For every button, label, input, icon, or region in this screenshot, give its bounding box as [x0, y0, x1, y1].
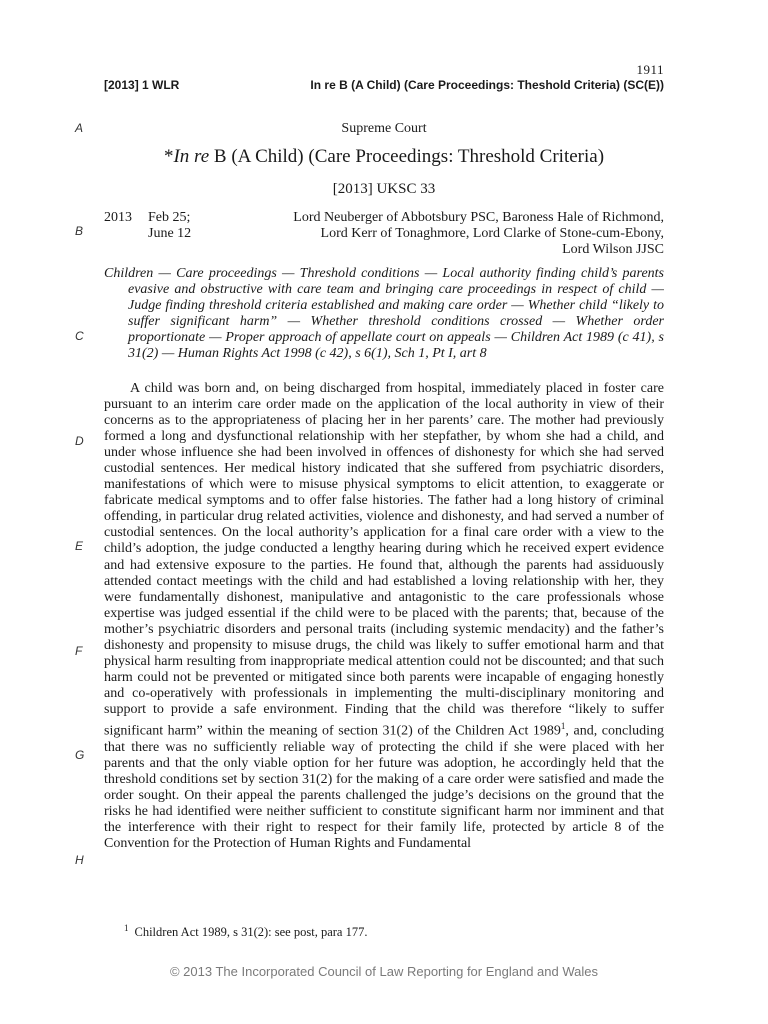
footnote-reference[interactable]: 1 — [560, 720, 566, 731]
footnote-text: Children Act 1989, s 31(2): see post, para 177. — [134, 925, 368, 940]
judges — [224, 210, 664, 258]
copyright-notice: © 2013 The Incorporated Council of Law Reporting for England and Wales — [169, 964, 598, 979]
margin-letter-b: B — [75, 224, 84, 238]
judges-line-2: Lord Kerr of Tonaghmore, Lord Clarke of Stone-cum-Ebony, — [320, 226, 664, 241]
footnote-marker: 1 — [124, 923, 129, 933]
margin-letter-a: A — [75, 121, 84, 135]
hearing-dates — [104, 210, 191, 242]
title-asterisk: * — [163, 146, 174, 167]
margin-letter-d: D — [75, 434, 84, 448]
headnote-part-2: , and, concluding that there was no sufficiently reliable way of protecting the child if she were placed with her parents and that the only viable option for her future was adoption, he accordingly held that the threshold conditions set by section 31(2) for the making of a care order were satisfied and made the order sought. On their appeal the parents challenged the judge’s decisions on the ground that the risks he had identified were neither sufficient to constitute significant harm nor imminent and that the interference with their right to respect for their family life, protected by article 8 of the Convention for the Protection of Human Rights and Fundamental — [104, 723, 664, 851]
running-head-case: In re B (A Child) (Care Proceedings: Theshold Criteria) (SC(E)) — [310, 78, 664, 92]
hearing-date-1: Feb 25; — [148, 210, 191, 225]
running-head — [104, 78, 664, 96]
margin-letter-g: G — [75, 748, 85, 762]
headnote-paragraph — [104, 381, 664, 852]
margin-letter-f: F — [75, 644, 83, 658]
case-title — [0, 146, 768, 168]
court-name: Supreme Court — [341, 121, 427, 136]
hearing-date-2: June 12 — [148, 226, 192, 241]
judges-line-3: Lord Wilson JJSC — [562, 242, 664, 257]
hearing-year: 2013 — [104, 210, 132, 225]
page-number: 1911 — [636, 62, 664, 77]
margin-letter-c: C — [75, 329, 84, 343]
catchwords: Children — Care proceedings — Threshold conditions — Local authority finding child’s parents evasive and obstructive with care team and bringing care proceedings in respect of child — Judge finding threshold criteria established and making care order — Whether child “likely to suffer significant harm” — Whether threshold conditions crossed — Whether order proportionate — Proper approach of appellate court on appeals — Children Act 1989 (c 41), s 31(2) — Human Rights Act 1998 (c 42), s 6(1), Sch 1, Pt I, art 8 — [104, 266, 664, 362]
title-in-re: In re — [173, 146, 210, 167]
neutral-citation: [2013] UKSC 33 — [332, 181, 436, 197]
headnote-part-1: A child was born and, on being discharged from hospital, immediately placed in foster care pursuant to an interim care order made on the application of the local authority in view of their concerns as to the appropriateness of placing her in her parents’ care. The mother had previously formed a long and dysfunctional relationship with her stepfather, by whom she had a child, and under whose influence she had been involved in offences of dishonesty for which she had served custodial sentences. Her medical history indicated that she suffered from psychiatric disorders, manifestations of which were to misuse physical symptoms to elicit attention, to exaggerate or fabricate medical symptoms and to offer false histories. The father had a long history of criminal offending, in particular drug related activities, violence and dishonesty, and had served a number of custodial sentences. On the local authority’s application for a final care order with a view to the child’s adoption, the judge conducted a lengthy hearing during which he received expert evidence and had extensive exposure to the parties. He found that, although the parents had assiduously attended contact meetings with the child and had established a loving relationship with her, they were fundamentally dishonest, manipulative and antagonistic to the care professionals whose expertise was judged essential if the child were to be placed with the parents; that, because of the mother’s psychiatric disorders and personal traits (including systemic mendacity) and the father’s dishonesty and propensity to misuse drugs, the child was likely to suffer emotional harm and that physical harm resulting from inappropriate medical attention could not be discounted; and that such harm could not be prevented or mitigated since both parents were incapable of engaging honestly and co-operatively with professionals in implementing the multi-disciplinary monitoring and support to provide a safe environment. Finding that the child was therefore “likely to suffer significant harm” within the meaning of section 31(2) of the Children Act 1989 — [104, 381, 664, 739]
margin-letter-h: H — [75, 853, 84, 867]
footnote — [124, 923, 367, 940]
judges-line-1: Lord Neuberger of Abbotsbury PSC, Baroness Hale of Richmond, — [293, 210, 664, 225]
running-head-report: [2013] 1 WLR — [104, 78, 180, 92]
margin-letter-e: E — [75, 539, 84, 553]
title-rest: B (A Child) (Care Proceedings: Threshold Criteria) — [209, 146, 605, 167]
